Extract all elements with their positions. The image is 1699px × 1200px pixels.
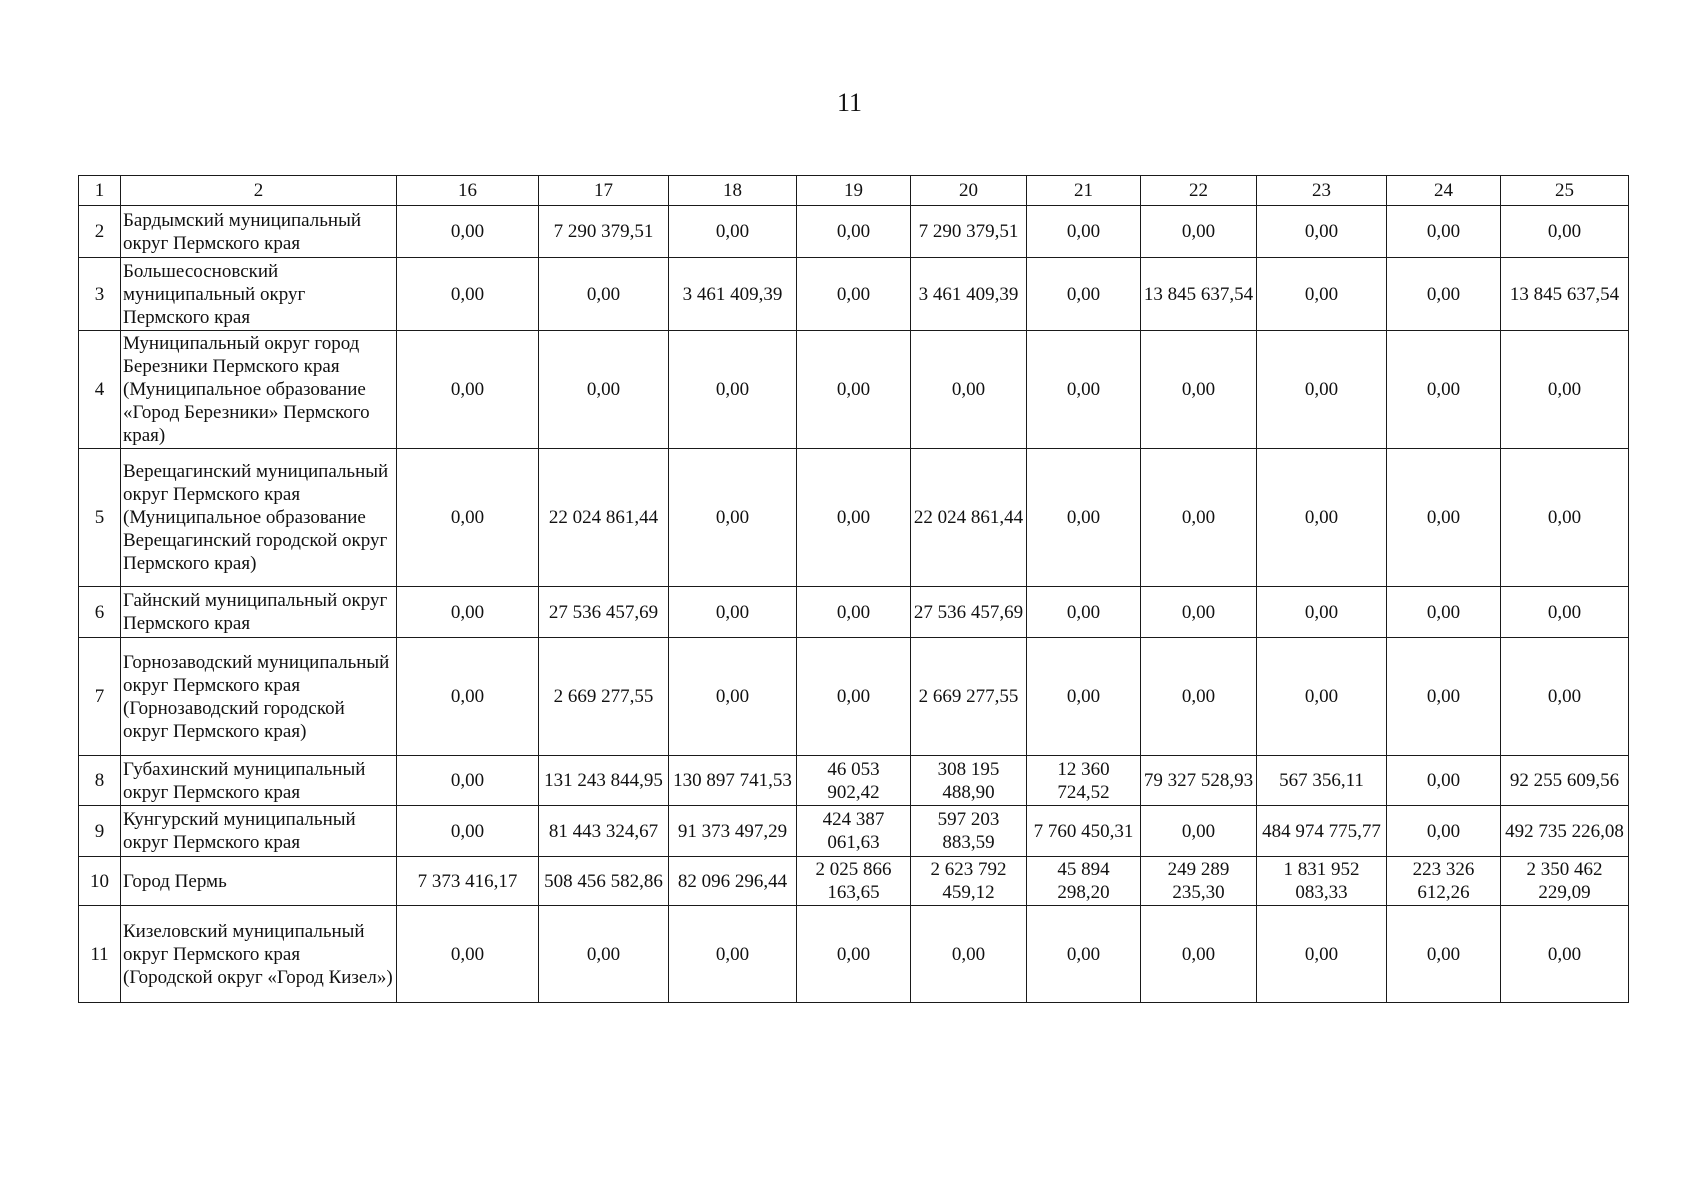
header-cell: 18 <box>669 176 797 206</box>
value-cell: 0,00 <box>1027 906 1141 1003</box>
value-cell: 0,00 <box>1257 449 1387 587</box>
table-row <box>79 857 1629 906</box>
value-cell: 82 096 296,44 <box>669 857 797 906</box>
value-cell: 424 387 061,63 <box>797 806 911 857</box>
data-table <box>78 175 1629 1003</box>
value-cell: 0,00 <box>1387 449 1501 587</box>
value-cell: 0,00 <box>1387 756 1501 806</box>
value-cell: 1 831 952 083,33 <box>1257 857 1387 906</box>
value-cell: 0,00 <box>1257 258 1387 331</box>
data-table-container <box>78 175 1628 1003</box>
table-body <box>79 176 1629 1003</box>
value-cell: 0,00 <box>1141 806 1257 857</box>
value-cell: 0,00 <box>397 449 539 587</box>
value-cell: 46 053 902,42 <box>797 756 911 806</box>
value-cell: 27 536 457,69 <box>911 587 1027 638</box>
municipality-name-cell: Бардымский муниципальный округ Пермского края <box>121 206 397 258</box>
header-cell: 25 <box>1501 176 1629 206</box>
header-cell: 1 <box>79 176 121 206</box>
value-cell: 0,00 <box>1027 258 1141 331</box>
header-cell: 20 <box>911 176 1027 206</box>
value-cell: 0,00 <box>1257 331 1387 449</box>
value-cell: 0,00 <box>397 906 539 1003</box>
value-cell: 0,00 <box>1027 331 1141 449</box>
row-number-cell: 5 <box>79 449 121 587</box>
value-cell: 0,00 <box>397 258 539 331</box>
value-cell: 0,00 <box>1387 587 1501 638</box>
value-cell: 27 536 457,69 <box>539 587 669 638</box>
value-cell: 81 443 324,67 <box>539 806 669 857</box>
header-cell: 24 <box>1387 176 1501 206</box>
value-cell: 0,00 <box>797 258 911 331</box>
value-cell: 0,00 <box>669 587 797 638</box>
value-cell: 0,00 <box>539 331 669 449</box>
municipality-name-cell: Большесосновский муниципальный округ Пермского края <box>121 258 397 331</box>
row-number-cell: 10 <box>79 857 121 906</box>
value-cell: 0,00 <box>397 331 539 449</box>
value-cell: 0,00 <box>1501 331 1629 449</box>
value-cell: 0,00 <box>1027 587 1141 638</box>
value-cell: 92 255 609,56 <box>1501 756 1629 806</box>
value-cell: 0,00 <box>1387 806 1501 857</box>
municipality-name-cell: Горнозаводский муниципальный округ Пермского края (Горнозаводский городской округ Пермского края) <box>121 638 397 756</box>
value-cell: 484 974 775,77 <box>1257 806 1387 857</box>
value-cell: 0,00 <box>539 906 669 1003</box>
municipality-name-cell: Муниципальный округ город Березники Пермского края (Муниципальное образование «Город Березники» Пермского края) <box>121 331 397 449</box>
table-row <box>79 331 1629 449</box>
value-cell: 45 894 298,20 <box>1027 857 1141 906</box>
value-cell: 0,00 <box>797 587 911 638</box>
value-cell: 0,00 <box>1141 449 1257 587</box>
header-cell: 21 <box>1027 176 1141 206</box>
value-cell: 0,00 <box>669 449 797 587</box>
value-cell: 2 669 277,55 <box>911 638 1027 756</box>
table-row <box>79 756 1629 806</box>
table-row <box>79 258 1629 331</box>
value-cell: 0,00 <box>1027 638 1141 756</box>
value-cell: 0,00 <box>1501 638 1629 756</box>
value-cell: 0,00 <box>397 638 539 756</box>
value-cell: 13 845 637,54 <box>1141 258 1257 331</box>
value-cell: 249 289 235,30 <box>1141 857 1257 906</box>
value-cell: 2 669 277,55 <box>539 638 669 756</box>
value-cell: 0,00 <box>397 806 539 857</box>
value-cell: 0,00 <box>1501 206 1629 258</box>
value-cell: 130 897 741,53 <box>669 756 797 806</box>
value-cell: 22 024 861,44 <box>539 449 669 587</box>
value-cell: 131 243 844,95 <box>539 756 669 806</box>
row-number-cell: 11 <box>79 906 121 1003</box>
value-cell: 492 735 226,08 <box>1501 806 1629 857</box>
value-cell: 79 327 528,93 <box>1141 756 1257 806</box>
value-cell: 2 350 462 229,09 <box>1501 857 1629 906</box>
value-cell: 0,00 <box>1027 206 1141 258</box>
row-number-cell: 4 <box>79 331 121 449</box>
value-cell: 2 025 866 163,65 <box>797 857 911 906</box>
value-cell: 7 760 450,31 <box>1027 806 1141 857</box>
row-number-cell: 3 <box>79 258 121 331</box>
value-cell: 0,00 <box>669 206 797 258</box>
value-cell: 91 373 497,29 <box>669 806 797 857</box>
value-cell: 0,00 <box>797 206 911 258</box>
header-cell: 2 <box>121 176 397 206</box>
table-row <box>79 206 1629 258</box>
row-number-cell: 8 <box>79 756 121 806</box>
value-cell: 0,00 <box>1257 906 1387 1003</box>
municipality-name-cell: Кунгурский муниципальный округ Пермского края <box>121 806 397 857</box>
value-cell: 0,00 <box>669 906 797 1003</box>
value-cell: 0,00 <box>1141 906 1257 1003</box>
value-cell: 2 623 792 459,12 <box>911 857 1027 906</box>
table-row <box>79 906 1629 1003</box>
value-cell: 223 326 612,26 <box>1387 857 1501 906</box>
header-cell: 19 <box>797 176 911 206</box>
municipality-name-cell: Верещагинский муниципальный округ Пермского края (Муниципальное образование Верещагинский городской округ Пермского края) <box>121 449 397 587</box>
value-cell: 0,00 <box>669 331 797 449</box>
municipality-name-cell: Гайнский муниципальный округ Пермского края <box>121 587 397 638</box>
row-number-cell: 7 <box>79 638 121 756</box>
value-cell: 3 461 409,39 <box>911 258 1027 331</box>
value-cell: 0,00 <box>797 906 911 1003</box>
header-cell: 22 <box>1141 176 1257 206</box>
value-cell: 0,00 <box>1141 206 1257 258</box>
value-cell: 0,00 <box>397 587 539 638</box>
value-cell: 508 456 582,86 <box>539 857 669 906</box>
value-cell: 0,00 <box>397 756 539 806</box>
value-cell: 22 024 861,44 <box>911 449 1027 587</box>
header-cell: 17 <box>539 176 669 206</box>
value-cell: 0,00 <box>1257 587 1387 638</box>
value-cell: 0,00 <box>1027 449 1141 587</box>
value-cell: 7 290 379,51 <box>539 206 669 258</box>
value-cell: 0,00 <box>1501 587 1629 638</box>
value-cell: 0,00 <box>797 638 911 756</box>
header-cell: 16 <box>397 176 539 206</box>
value-cell: 0,00 <box>669 638 797 756</box>
value-cell: 0,00 <box>1387 258 1501 331</box>
value-cell: 0,00 <box>397 206 539 258</box>
table-row <box>79 806 1629 857</box>
table-header-row <box>79 176 1629 206</box>
value-cell: 0,00 <box>911 331 1027 449</box>
value-cell: 0,00 <box>797 331 911 449</box>
row-number-cell: 2 <box>79 206 121 258</box>
row-number-cell: 9 <box>79 806 121 857</box>
value-cell: 0,00 <box>539 258 669 331</box>
value-cell: 0,00 <box>1501 906 1629 1003</box>
value-cell: 0,00 <box>1387 638 1501 756</box>
row-number-cell: 6 <box>79 587 121 638</box>
value-cell: 7 373 416,17 <box>397 857 539 906</box>
page-number: 11 <box>836 88 863 117</box>
value-cell: 0,00 <box>1501 449 1629 587</box>
value-cell: 0,00 <box>1257 206 1387 258</box>
value-cell: 0,00 <box>1141 331 1257 449</box>
value-cell: 0,00 <box>797 449 911 587</box>
value-cell: 597 203 883,59 <box>911 806 1027 857</box>
value-cell: 567 356,11 <box>1257 756 1387 806</box>
municipality-name-cell: Губахинский муниципальный округ Пермского края <box>121 756 397 806</box>
municipality-name-cell: Город Пермь <box>121 857 397 906</box>
value-cell: 0,00 <box>1141 587 1257 638</box>
value-cell: 7 290 379,51 <box>911 206 1027 258</box>
table-row <box>79 449 1629 587</box>
value-cell: 0,00 <box>1387 206 1501 258</box>
value-cell: 0,00 <box>911 906 1027 1003</box>
header-cell: 23 <box>1257 176 1387 206</box>
value-cell: 308 195 488,90 <box>911 756 1027 806</box>
value-cell: 0,00 <box>1387 906 1501 1003</box>
value-cell: 0,00 <box>1257 638 1387 756</box>
table-row <box>79 638 1629 756</box>
value-cell: 3 461 409,39 <box>669 258 797 331</box>
municipality-name-cell: Кизеловский муниципальный округ Пермского края (Городской округ «Город Кизел») <box>121 906 397 1003</box>
table-row <box>79 587 1629 638</box>
value-cell: 0,00 <box>1141 638 1257 756</box>
value-cell: 12 360 724,52 <box>1027 756 1141 806</box>
value-cell: 0,00 <box>1387 331 1501 449</box>
value-cell: 13 845 637,54 <box>1501 258 1629 331</box>
